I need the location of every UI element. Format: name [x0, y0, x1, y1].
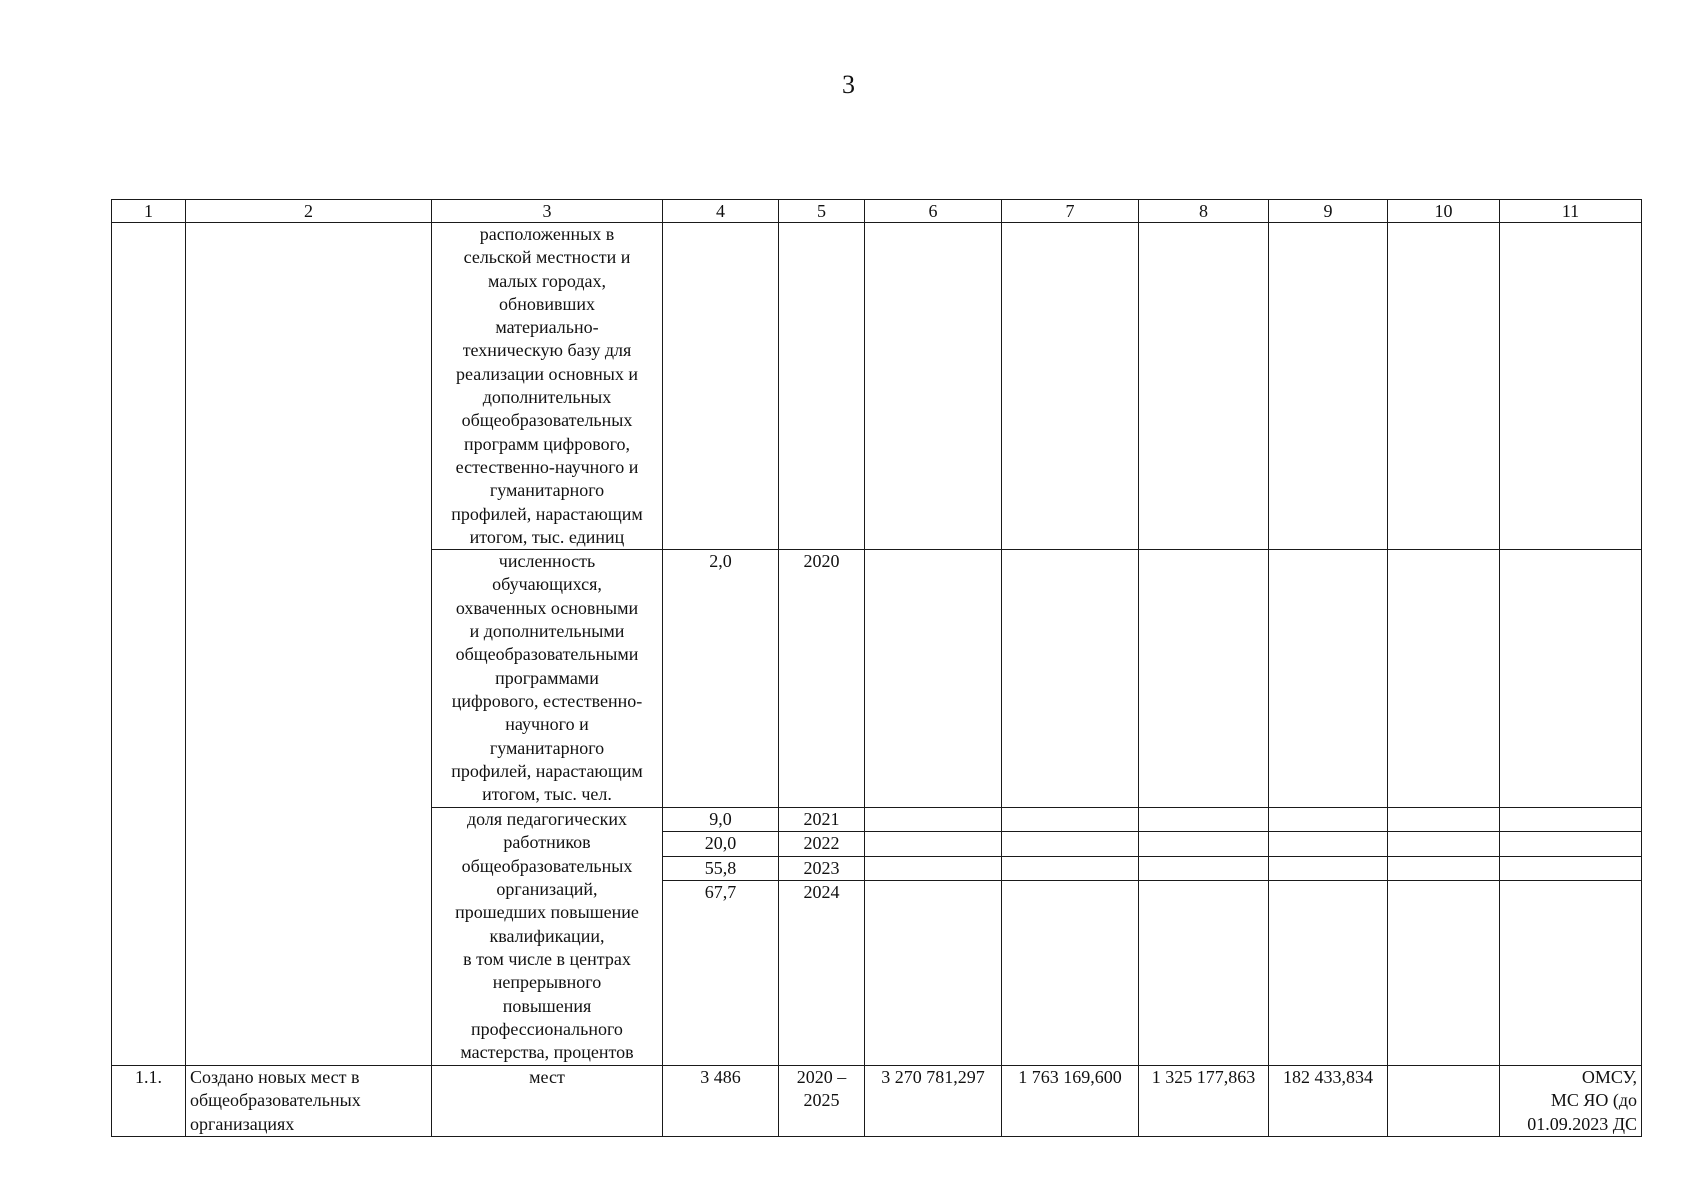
cell: [1139, 881, 1269, 1066]
cell: [865, 832, 1002, 856]
cell: [1500, 881, 1642, 1066]
cell: [1139, 832, 1269, 856]
item-value: 3 486: [663, 1066, 779, 1137]
header-cell: 1: [112, 200, 186, 223]
item-amount-local: 182 433,834: [1269, 1066, 1388, 1137]
item-name: Создано новых мест в общеобразовательных организациях: [186, 1066, 432, 1137]
cell: [1500, 550, 1642, 808]
cell: [663, 223, 779, 550]
indicator-year: 2021: [779, 808, 865, 832]
cell: [865, 881, 1002, 1066]
item-responsible: ОМСУ, МС ЯО (до 01.09.2023 ДС: [1500, 1066, 1642, 1137]
cell: [1388, 832, 1500, 856]
item-amount-regional: 1 325 177,863: [1139, 1066, 1269, 1137]
header-cell: 11: [1500, 200, 1642, 223]
table-row: [112, 1066, 1642, 1137]
header-cell: 8: [1139, 200, 1269, 223]
item-number: 1.1.: [112, 1066, 186, 1137]
indicator-year: 2020: [779, 550, 865, 808]
indicator-year: 2023: [779, 856, 865, 880]
cell: [865, 808, 1002, 832]
cell: [1002, 223, 1139, 550]
indicator-value: 2,0: [663, 550, 779, 808]
cell: [1002, 550, 1139, 808]
cell: [1269, 223, 1388, 550]
cell: [1269, 881, 1388, 1066]
cell: [1002, 881, 1139, 1066]
cell: [779, 223, 865, 550]
cell: [1500, 856, 1642, 880]
cell: [1388, 881, 1500, 1066]
cell: [865, 223, 1002, 550]
cell: [1139, 856, 1269, 880]
cell: [1269, 832, 1388, 856]
page-number: 3: [842, 70, 855, 99]
cell: [1388, 550, 1500, 808]
header-cell: 2: [186, 200, 432, 223]
indicator-text: расположенных в сельской местности и малых городах, обновивших материально- техническую базу для реализации основных и дополнительных общеобразовательных программ цифрового, естественно-научного и гуманитарного профилей, нарастающим итогом, тыс. единиц: [432, 223, 663, 550]
header-cell: 3: [432, 200, 663, 223]
cell: [1002, 832, 1139, 856]
cell-col2-continued: [186, 223, 432, 1066]
header-cell: 7: [1002, 200, 1139, 223]
indicator-text: доля педагогических работников общеобразовательных организаций, прошедших повышение квалификации, в том числе в центрах непрерывного повышения профессионального мастерства, процентов: [432, 808, 663, 1066]
cell: [1500, 808, 1642, 832]
indicator-value: 67,7: [663, 881, 779, 1066]
cell: [865, 550, 1002, 808]
table-row: [112, 223, 1642, 550]
cell: [1500, 832, 1642, 856]
indicator-value: 20,0: [663, 832, 779, 856]
program-table: [111, 199, 1642, 1137]
item-amount-total: 3 270 781,297: [865, 1066, 1002, 1137]
indicator-year: 2024: [779, 881, 865, 1066]
indicator-year: 2022: [779, 832, 865, 856]
header-cell: 4: [663, 200, 779, 223]
cell: [1500, 223, 1642, 550]
cell-col1-continued: [112, 223, 186, 1066]
cell: [1388, 856, 1500, 880]
cell: [1388, 808, 1500, 832]
item-unit: мест: [432, 1066, 663, 1137]
item-amount-other: [1388, 1066, 1500, 1137]
indicator-value: 55,8: [663, 856, 779, 880]
cell: [1269, 550, 1388, 808]
header-cell: 10: [1388, 200, 1500, 223]
cell: [1269, 808, 1388, 832]
item-amount-federal: 1 763 169,600: [1002, 1066, 1139, 1137]
cell: [1139, 550, 1269, 808]
header-cell: 5: [779, 200, 865, 223]
cell: [865, 856, 1002, 880]
header-cell: 9: [1269, 200, 1388, 223]
indicator-value: 9,0: [663, 808, 779, 832]
cell: [1002, 808, 1139, 832]
cell: [1139, 223, 1269, 550]
cell: [1388, 223, 1500, 550]
cell: [1139, 808, 1269, 832]
item-period: 2020 – 2025: [779, 1066, 865, 1137]
header-cell: 6: [865, 200, 1002, 223]
header-row: [112, 200, 1642, 223]
cell: [1002, 856, 1139, 880]
indicator-text: численность обучающихся, охваченных основными и дополнительными общеобразовательными программами цифрового, естественно- научного и гуманитарного профилей, нарастающим итогом, тыс. чел.: [432, 550, 663, 808]
cell: [1269, 856, 1388, 880]
